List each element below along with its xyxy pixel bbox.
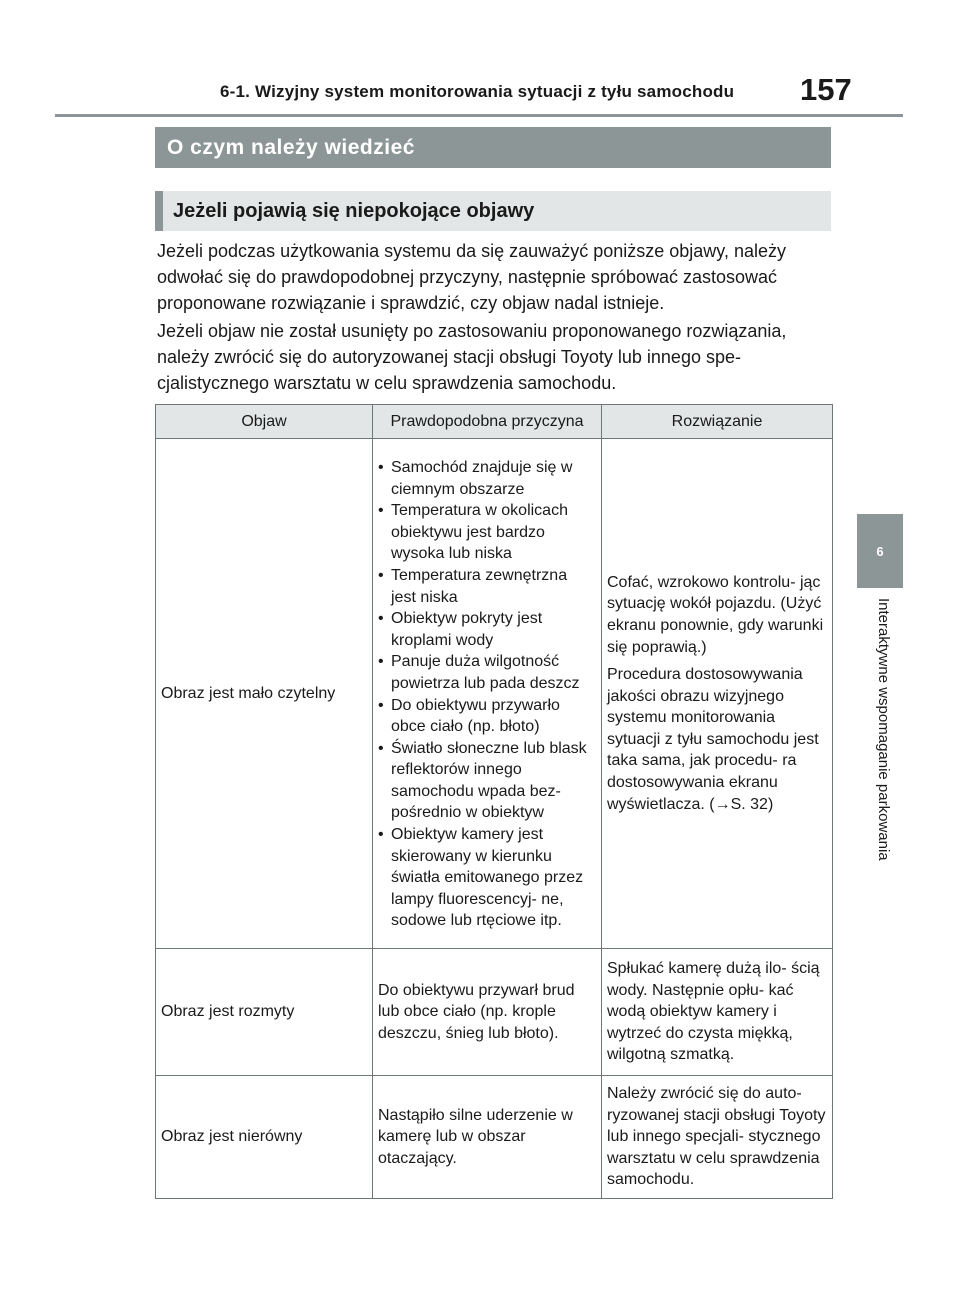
solution-cell: Spłukać kamerę dużą ilo- ścią wody. Następnie opłu- kać wodą obiektyw kamery i wytrzeć do czysta miękką, wilgotną szmatką. [602, 949, 833, 1076]
list-item: • Temperatura w okolicach obiektywu jest bardzo wysoka lub niska [378, 502, 568, 563]
table-row [156, 949, 833, 1076]
list-item: • Samochód znajduje się w ciemnym obszarze [378, 458, 573, 498]
page-number: 157 [800, 72, 852, 107]
list-item: • Do obiektywu przywarło obce ciało (np. błoto) [378, 696, 560, 736]
cause-cell [373, 439, 602, 949]
table-row [156, 439, 833, 949]
chapter-tab: 6 [857, 514, 903, 588]
list-item: • Obiektyw pokryty jest kroplami wody [378, 610, 543, 649]
symptom-table [155, 404, 833, 1199]
symptom-cell: Obraz jest nierówny [156, 1076, 373, 1199]
solution-cell [602, 439, 833, 949]
header-rule [55, 114, 903, 117]
list-item: • Temperatura zewnętrzna jest niska [378, 566, 568, 606]
table-header-row [156, 405, 833, 439]
solution-paragraph: Procedura dostosowywania jakości obrazu wizyjnego systemu monitorowania sytuacji z tyłu samochodu jest taka sama, jak procedu- ra dostosowywania ekranu wyświetlacza. (→S. 32) [607, 666, 819, 813]
list-item: • Obiektyw kamery jest skierowany w kierunku światła emitowanego przez lampy fluorescencyj- ne, sodowe lub rtęciowe itp. [378, 826, 584, 930]
list-item: • Panuje duża wilgotność powietrza lub pada deszcz [378, 653, 580, 692]
subsection-title: Jeżeli pojawią się niepokojące objawy [155, 191, 831, 231]
intro-paragraph: Jeżeli podczas użytkowania systemu da się zauważyć poniższe objawy, należy odwołać się do prawdopodobnej przyczyny, następnie spróbować zastosować proponowane rozwiązanie i sprawdzić, czy objaw nadal istnieje. [157, 241, 786, 313]
header-solution: Rozwiązanie [602, 405, 833, 439]
chapter-title: Interaktywne wspomaganie parkowania [875, 598, 892, 861]
symptom-cell: Obraz jest mało czytelny [156, 439, 373, 949]
cause-cell: Nastąpiło silne uderzenie w kamerę lub w obszar otaczający. [373, 1076, 602, 1199]
symptom-cell: Obraz jest rozmyty [156, 949, 373, 1076]
followup-paragraph: Jeżeli objaw nie został usunięty po zastosowaniu proponowanego rozwiązania, należy zwrócić się do autoryzowanej stacji obsługi Toyoty lub innego spe- cjalistycznego warsztatu w celu sprawdzenia samochodu. [157, 321, 787, 393]
table-row [156, 1076, 833, 1199]
list-item: • Światło słoneczne lub blask reflektorów innego samochodu wpada bez- pośrednio w obiektyw [378, 739, 587, 822]
header-cause: Prawdopodobna przyczyna [373, 405, 602, 439]
cause-cell: Do obiektywu przywarł brud lub obce ciało (np. krople deszczu, śnieg lub błoto). [373, 949, 602, 1076]
section-title: O czym należy wiedzieć [155, 127, 831, 168]
solution-paragraph: Cofać, wzrokowo kontrolu- jąc sytuację wokół pojazdu. (Użyć ekranu ponownie, gdy warunki się poprawią.) [607, 573, 824, 656]
cause-list [378, 457, 596, 932]
solution-cell: Należy zwrócić się do auto- ryzowanej stacji obsługi Toyoty lub innego specjali- stycznego warsztatu w celu sprawdzenia samochodu. [602, 1076, 833, 1199]
header-symptom: Objaw [156, 405, 373, 439]
running-header: 6-1. Wizyjny system monitorowania sytuacji z tyłu samochodu [220, 82, 735, 101]
